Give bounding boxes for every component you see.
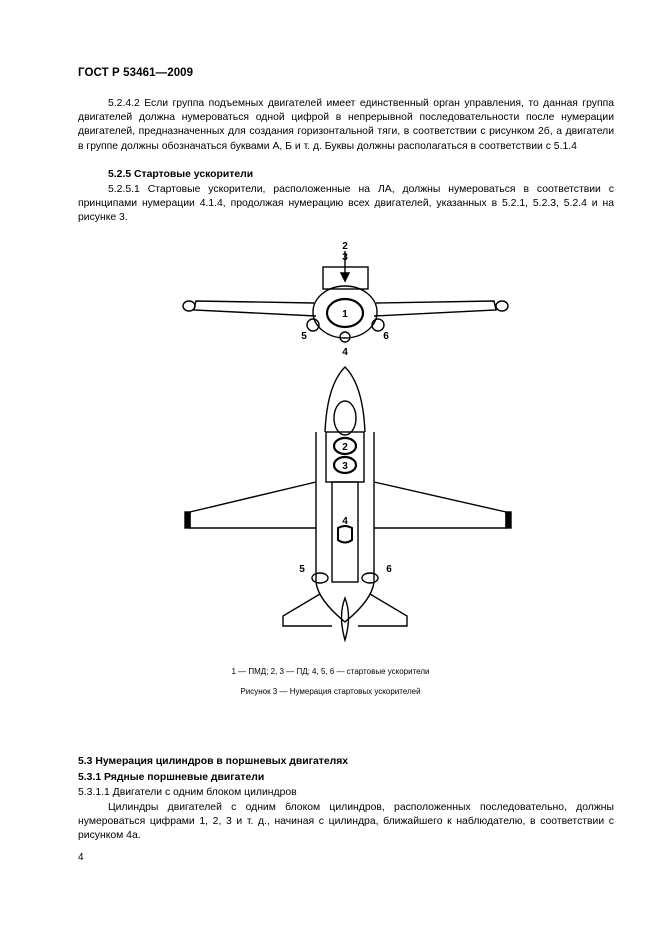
front-label-2: 2 — [342, 241, 348, 252]
canopy — [334, 401, 356, 435]
front-label-3: 3 — [342, 252, 348, 263]
top-label-6: 6 — [386, 564, 392, 575]
heading-5-2-5: 5.2.5 Стартовые ускорители — [108, 169, 254, 180]
heading-5-3-1: 5.3.1 Рядные поршневые двигатели — [78, 772, 265, 783]
nose — [325, 367, 365, 432]
paragraph-5-3-1-1: 5.3.1.1 Двигатели с одним блоком цилиндров — [78, 787, 297, 798]
tail-nozzle — [342, 598, 349, 640]
right-wing-plan — [374, 482, 506, 528]
right-wingtip — [496, 301, 508, 311]
right-stabilizer — [358, 594, 407, 626]
top-label-5: 5 — [299, 564, 305, 575]
paragraph-body: Цилиндры двигателей с одним блоком цилиндров, расположенных последовательно, должны нумероваться цифрами 1, 2, 3 и т. д., начиная с цилиндра, ближайшего к наблюдателю, в соответствии с рисунком 4а. — [78, 802, 614, 842]
figure-legend: 1 — ПМД; 2, 3 — ПД; 4, 5, 6 — стартовые ускорители — [231, 667, 430, 676]
top-view — [185, 367, 511, 640]
right-booster-plan — [362, 573, 378, 583]
arrow-head — [341, 273, 349, 281]
front-label-4: 4 — [342, 347, 348, 358]
front-label-6: 6 — [383, 331, 389, 342]
top-label-3: 3 — [342, 461, 348, 472]
left-wing — [194, 301, 316, 316]
left-wingtip — [183, 301, 195, 311]
tail-section — [316, 582, 374, 622]
booster-4-symbol — [338, 526, 352, 543]
front-label-1: 1 — [342, 309, 348, 320]
left-booster-plan — [312, 573, 328, 583]
right-wing — [374, 301, 496, 316]
figure-title: Рисунок 3 — Нумерация стартовых ускорителей — [240, 687, 421, 696]
paragraph-5-2-4-2: 5.2.4.2 Если группа подъемных двигателей имеет единственный орган управления, то данная группа двигателей должна нумероваться одной цифрой в непрерывной последовательности после нумерации двигателей, предназначенных для создания горизонтальной тяги, в соответствии с рисунком 2б, а двигатели в группе должны обозначаться буквами А, Б и т. д. Буквы должны располагаться в соответствии с 5.1.4 — [78, 98, 614, 152]
document-header: ГОСТ Р 53461—2009 — [78, 67, 194, 79]
heading-5-3: 5.3 Нумерация цилиндров в поршневых двигателях — [78, 756, 349, 767]
bottom-booster-front — [340, 332, 350, 342]
right-booster-front — [372, 319, 384, 331]
page-number: 4 — [78, 852, 84, 863]
paragraph-5-2-5-1: 5.2.5.1 Стартовые ускорители, расположенные на ЛА, должны нумероваться в соответствии с принципами нумерации 4.1.4, продолжая нумерацию всех двигателей, указанных в 5.2.1, 5.2.3, 5.2.4 и на рисунке 3. — [78, 184, 614, 224]
right-wingtip-plan — [506, 512, 511, 528]
top-label-4: 4 — [342, 516, 348, 527]
booster-4-bay — [332, 482, 358, 582]
top-label-2: 2 — [342, 442, 348, 453]
left-wingtip-plan — [185, 512, 190, 528]
left-wing-plan — [190, 482, 316, 528]
front-label-5: 5 — [301, 331, 307, 342]
left-stabilizer — [283, 594, 332, 626]
front-view — [183, 251, 508, 342]
